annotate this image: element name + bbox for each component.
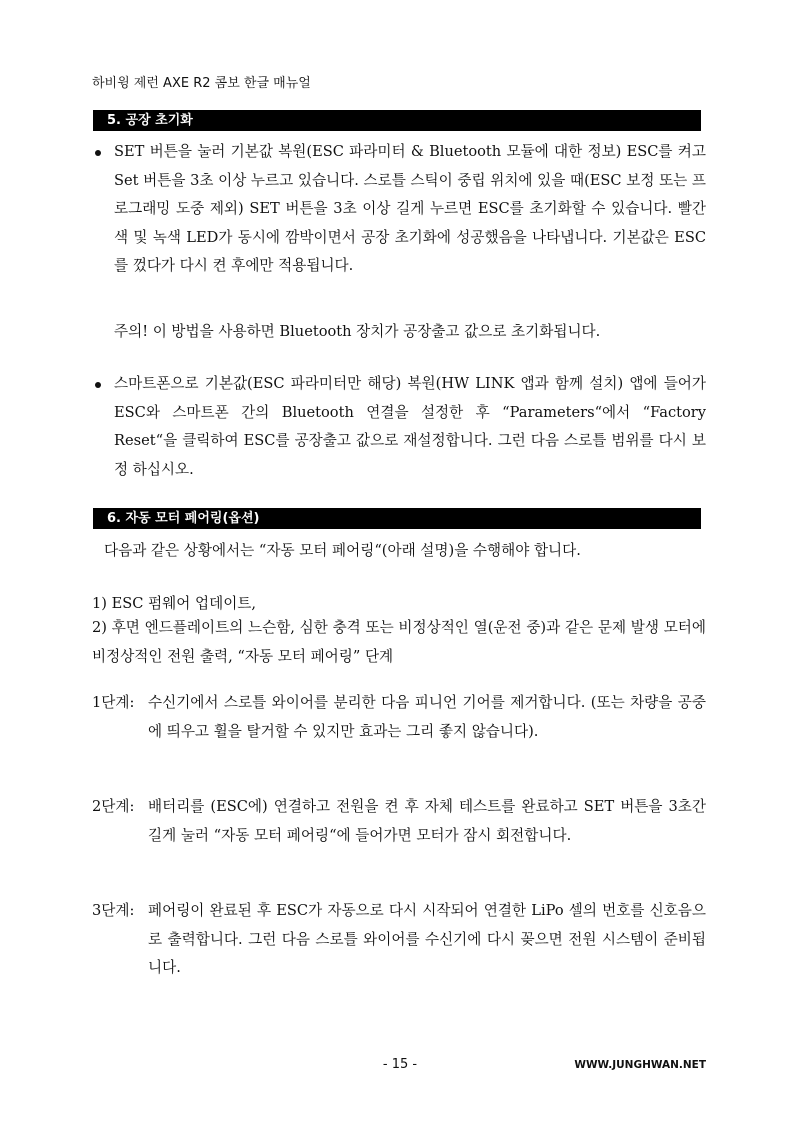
section-5-note: 주의! 이 방법을 사용하면 Bluetooth 장치가 공장출고 값으로 초기화됩니다. xyxy=(114,323,601,340)
website-label: WWW.JUNGHWAN.NET xyxy=(574,1059,706,1071)
section-6-intro: 다음과 같은 상황에서는 “자동 모터 페어링“(아래 설명)을 수행해야 합니다. xyxy=(104,542,581,559)
section-6-heading: 6. 자동 모터 페어링(옵션) xyxy=(93,508,701,529)
step-1-label: 1단계: xyxy=(92,694,135,711)
step-1-text: 수신기에서 스로틀 와이어를 분리한 다음 피니언 기어를 제거합니다. (또는 차량을 공중에 띄우고 휠을 탈거할 수 있지만 효과는 그리 좋지 않습니다). xyxy=(148,694,706,740)
section-5-bullet-1: SET 버튼을 눌러 기본값 복원(ESC 파라미터 & Bluetooth 모듈에 대한 정보) ESC를 켜고 Set 버튼을 3초 이상 누르고 있습니다. 스로틀 스틱이 중립 위치에 있을 때(ESC 보정 또는 프로그래밍 도중 제외) SET 버튼을 3초 이상 길게 누르면 ESC를 초기화할 수 있습니다. 빨간색 및 녹색 LED가 동시에 깜박이면서 공장 초기화에 성공했음을 나타냅니다. 기본값은 ESC를 껐다가 다시 켠 후에만 적용됩니다. xyxy=(114,143,707,274)
bullet-dot xyxy=(95,150,101,156)
condition-1: 1) ESC 펌웨어 업데이트, xyxy=(92,595,257,612)
step-2-text: 배터리를 (ESC에) 연결하고 전원을 켠 후 자체 테스트를 완료하고 SET 버튼을 3초간 길게 눌러 “자동 모터 페어링“에 들어가면 모터가 잠시 회전합니다. xyxy=(148,798,706,844)
condition-2: 2) 후면 엔드플레이트의 느슨함, 심한 충격 또는 비정상적인 열(운전 중)과 같은 문제 발생 모터에 비정상적인 전원 출력, “자동 모터 페어링” 단계 xyxy=(92,619,706,665)
bullet-dot xyxy=(95,382,101,388)
step-3-text: 페어링이 완료된 후 ESC가 자동으로 다시 시작되어 연결한 LiPo 셀의 번호를 신호음으로 출력합니다. 그런 다음 스로틀 와이어를 수신기에 다시 꽂으면 전원 시스템이 준비됩니다. xyxy=(148,902,706,976)
page-number: - 15 - xyxy=(382,1057,418,1072)
document-header-title: 하비윙 제런 AXE R2 콤보 한글 매뉴얼 xyxy=(92,76,311,91)
section-5-heading: 5. 공장 초기화 xyxy=(93,110,701,131)
step-2-label: 2단계: xyxy=(92,798,135,815)
step-3-label: 3단계: xyxy=(92,902,135,919)
section-5-bullet-2: 스마트폰으로 기본값(ESC 파라미터만 해당) 복원(HW LINK 앱과 함께 설치) 앱에 들어가 ESC와 스마트폰 간의 Bluetooth 연결을 설정한 후 “Parameters“에서 “Factory Reset“을 클릭하여 ESC를 공장출고 값으로 재설정합니다. 그런 다음 스로틀 범위를 다시 보정 하십시오. xyxy=(114,375,706,478)
